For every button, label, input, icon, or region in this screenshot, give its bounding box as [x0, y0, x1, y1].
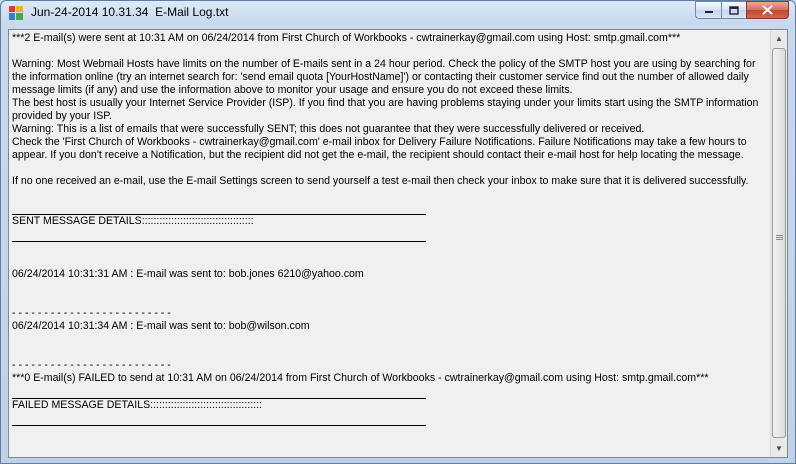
log-line: provided by your ISP.: [12, 110, 112, 122]
grip-line: [776, 237, 783, 238]
log-line: the information online (try an internet search for: 'send email quota [YourHostName]') or contacting their customer service find out the number of allowed daily: [12, 71, 749, 83]
log-line: If no one received an e-mail, use the E-mail Settings screen to send yourself a test e-mail then check your inbox to make sure that it is delivered successfully.: [12, 175, 749, 187]
log-line: - - - - - - - - - - - - - - - - - - - - - - - - -: [12, 307, 171, 319]
chevron-down-icon: ▼: [775, 444, 783, 453]
blank-line: [12, 188, 768, 201]
log-line: Warning: Most Webmail Hosts have limits on the number of E-mails sent in a 24 hour period. Check the policy of the SMTP host you are using by searching for: [12, 58, 756, 70]
text-box[interactable]: [8, 29, 788, 458]
log-line: SENT MESSAGE DETAILS::::::::::::::::::::::::::::::::::::::: [12, 215, 254, 227]
maximize-icon: [729, 6, 739, 15]
scroll-thumb[interactable]: [772, 48, 786, 438]
log-line: 06/24/2014 10:31:31 AM : E-mail was sent to: bob.jones 6210@yahoo.com: [12, 268, 364, 280]
log-line: ***0 E-mail(s) FAILED to send at 10:31 AM on 06/24/2014 from First Church of Workbooks - cwtrainerkay@gmail.com using Host: smtp.gmail.com***: [12, 372, 709, 384]
blank-line: [12, 281, 768, 294]
vertical-scrollbar[interactable]: [770, 30, 787, 457]
blank-line: [12, 255, 768, 268]
scroll-up-button[interactable]: [771, 30, 787, 47]
close-icon: [762, 5, 773, 15]
separator-rule: [12, 201, 426, 215]
blank-line: [12, 333, 768, 346]
app-icon[interactable]: [9, 6, 23, 20]
minimize-icon: [704, 6, 714, 14]
log-line: message limits (if any) and use the information above to monitor your usage and ensure you do not exceed these limits.: [12, 84, 573, 96]
caption-buttons: [695, 1, 789, 20]
log-line: - - - - - - - - - - - - - - - - - - - - - - - - -: [12, 359, 171, 371]
log-line: 06/24/2014 10:31:34 AM : E-mail was sent to: bob@wilson.com: [12, 320, 310, 332]
blank-line: [12, 294, 768, 307]
title-bar[interactable]: [1, 1, 795, 25]
blank-line: [12, 242, 768, 255]
chevron-up-icon: ▲: [775, 34, 783, 43]
separator-rule: [12, 412, 426, 426]
log-line: Warning: This is a list of emails that were successfully SENT; this does not guarantee that they were successfully delivered or received.: [12, 123, 645, 135]
window-title: Jun-24-2014 10.31.34 E-Mail Log.txt: [31, 5, 229, 19]
blank-line: [12, 162, 768, 175]
blank-line: [12, 346, 768, 359]
close-button[interactable]: [746, 1, 789, 19]
log-line: FAILED MESSAGE DETAILS::::::::::::::::::::::::::::::::::::::: [12, 399, 262, 411]
log-line: Check the 'First Church of Workbooks - cwtrainerkay@gmail.com' e-mail inbox for Delivery Failure Notifications. Failure Notifications may take a few hours to: [12, 136, 747, 148]
grip-line: [776, 239, 783, 240]
scroll-down-button[interactable]: [771, 440, 787, 457]
blank-line: [12, 45, 768, 58]
log-line: The best host is usually your Internet Service Provider (ISP). If you find that you are having problems staying under your limits start using the SMTP information: [12, 97, 759, 109]
log-line: ***2 E-mail(s) were sent at 10:31 AM on 06/24/2014 from First Church of Workbooks - cwtrainerkay@gmail.com using Host: smtp.gmail.com***: [12, 32, 681, 44]
maximize-button[interactable]: [721, 1, 746, 19]
minimize-button[interactable]: [695, 1, 721, 19]
separator-rule: [12, 385, 426, 399]
log-line: appear. If you don't receive a Notification, but the recipient did not get the e-mail, the recipient should contact their e-mail host for help locating the message.: [12, 149, 744, 161]
separator-rule: [12, 228, 426, 242]
grip-line: [776, 235, 783, 236]
log-text[interactable]: [9, 30, 771, 457]
